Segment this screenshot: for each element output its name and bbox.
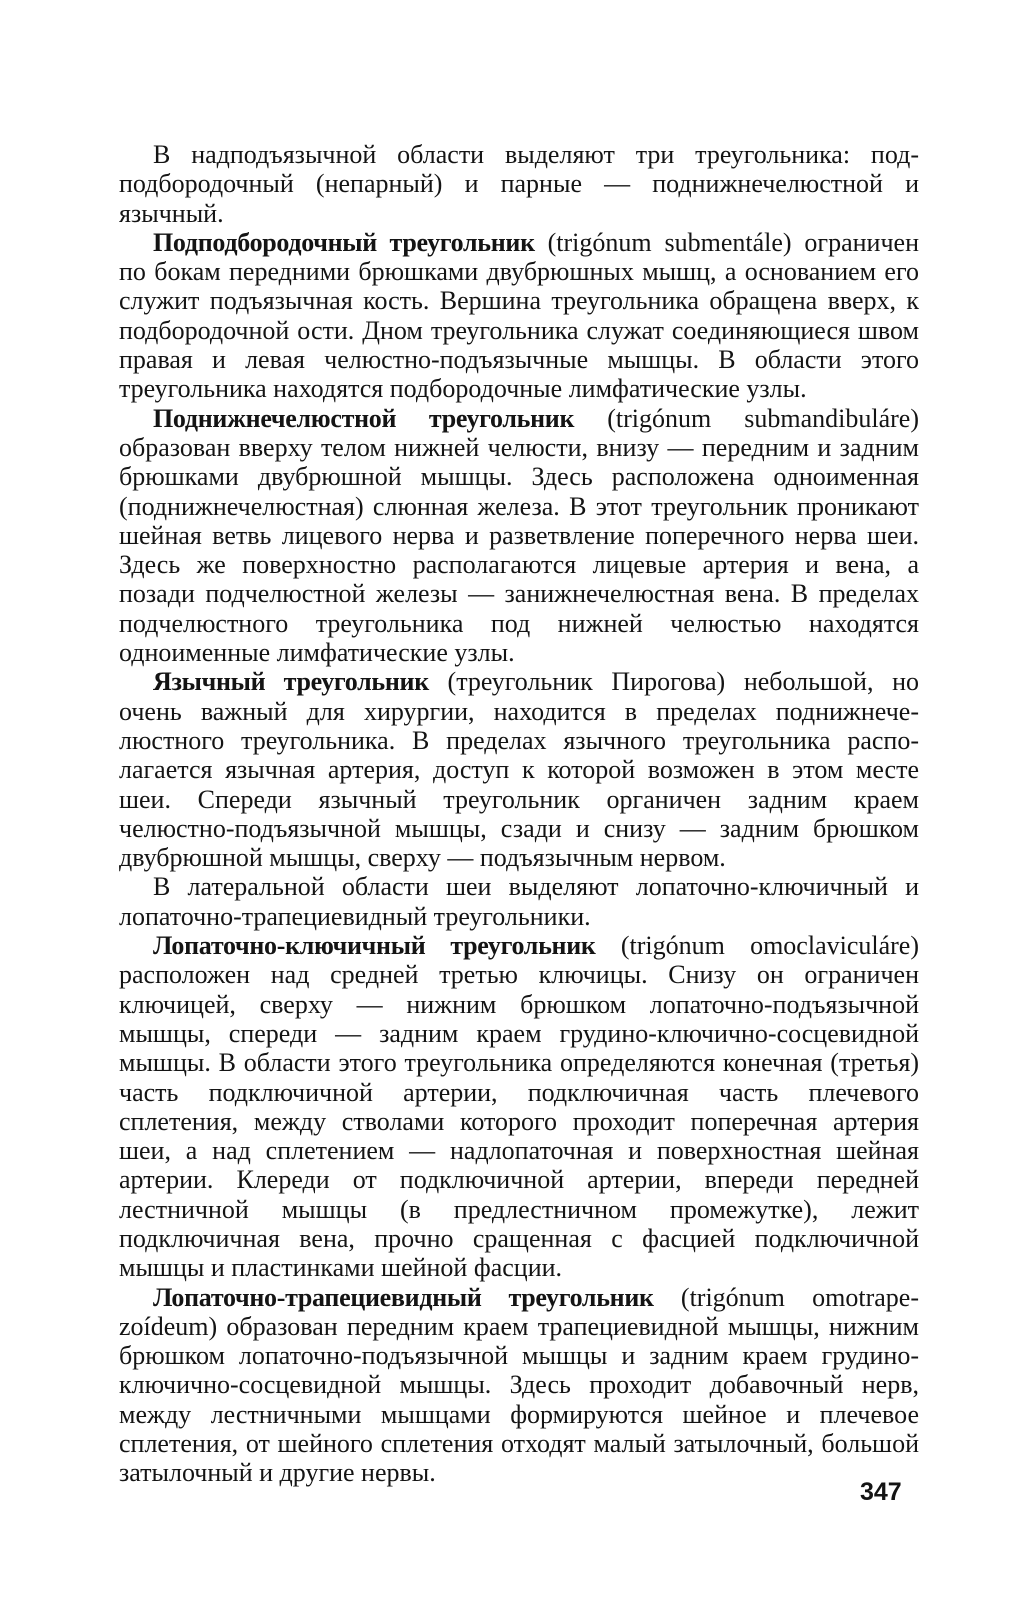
paragraph-intro-lateral [119, 872, 919, 931]
paragraph-text: (треугольник Пирогова) небольшой, но очень важный для хирургии, находится в пределах поднижнечелюстного треугольника. В пределах язычного треугольника располагается язычная артерия, доступ к которой возможен в этом месте шеи. Спереди язычный треугольник органичен задним краем челюстно-подъязычной мышцы, сзади и снизу — задним брюшком двубрюшной мышцы, сверху — подъязычным нервом. [119, 667, 919, 873]
paragraph-omotrapezoid-triangle [119, 1283, 919, 1488]
paragraph-text: В латеральной области шеи выделяют лопаточно-ключичный и лопаточно-трапециевидный треугольники. [119, 872, 919, 931]
paragraph-submandibular-triangle [119, 404, 919, 668]
term-heading: Язычный треугольник [153, 667, 429, 697]
term-heading: Поднижнечелюстной треугольник [153, 403, 575, 433]
body-text [119, 140, 919, 1488]
paragraph-text: (trigónum omoclaviculáre) расположен над средней третью ключицы. Снизу он ограничен ключицей, сверху — нижним брюшком лопаточно-подъязычной мышцы, спереди — задним краем грудино-ключично-сосцевидной мышцы. В области этого треугольника определяются конечная (третья) часть подключичной артерии, подключичная часть плечевого сплетения, между стволами которого проходит поперечная артерия шеи, а над сплетением — надлопаточная и поверхностная шейная артерии. Клереди от подключичной артерии, впереди передней лестничной мышцы (в предлестничном промежутке), лежит подключичная вена, прочно сращенная с фасцией подключичной мышцы и пластинками шейной фасции. [119, 931, 919, 1283]
term-heading: Лопаточно-трапециевидный треугольник [153, 1282, 654, 1312]
paragraph-omoclavicular-triangle [119, 931, 919, 1283]
paragraph-lingual-triangle [119, 667, 919, 872]
term-heading: Лопаточно-ключичный треугольник [153, 931, 596, 961]
paragraph-text: (trigónum submentále) ограничен по бокам передними брюшками двубрюшных мышц, а основанием его служит подъязычная кость. Вершина треугольника обращена вверх, к подбородочной ости. Дном треугольника служат соединяющиеся швом правая и левая челюстно-подъязычные мышцы. В области этого треугольника находятся подбородочные лимфатические узлы. [119, 227, 919, 404]
paragraph-submental-triangle [119, 228, 919, 404]
paragraph-text: В надподъязычной области выделяют три треугольника: подподбородочный (непарный) и парные — поднижнечелюстной и язычный. [119, 140, 919, 228]
page-number: 347 [860, 1478, 902, 1506]
paragraph-text: (trigónum submandibuláre) образован вверху телом нижней челюсти, внизу — передним и задним брюшками двубрюшной мышцы. Здесь расположена одноименная (поднижнечелюстная) слюнная железа. В этот треугольник проникают шейная ветвь лицевого нерва и разветвление поперечного нерва шеи. Здесь же поверхностно располагаются лицевые артерия и вена, а позади подчелюстной железы — занижнечелюстная вена. В пределах подчелюстного треугольника под нижней челюстью находятся одноименные лимфатические узлы. [119, 403, 919, 668]
paragraph-text: (trigónum omotrapezoídeum) образован передним краем трапециевидной мышцы, нижним брюшком лопаточно-подъязычной мышцы и задним краем грудино-ключично-сосцевидной мышцы. Здесь проходит добавочный нерв, между лестничными мышцами формируются шейное и плечевое сплетения, от шейного сплетения отходят малый затылочный, большой затылочный и другие нервы. [119, 1282, 919, 1488]
paragraph-intro-suprahyoid [119, 140, 919, 228]
term-heading: Подподбородочный треугольник [153, 227, 535, 257]
